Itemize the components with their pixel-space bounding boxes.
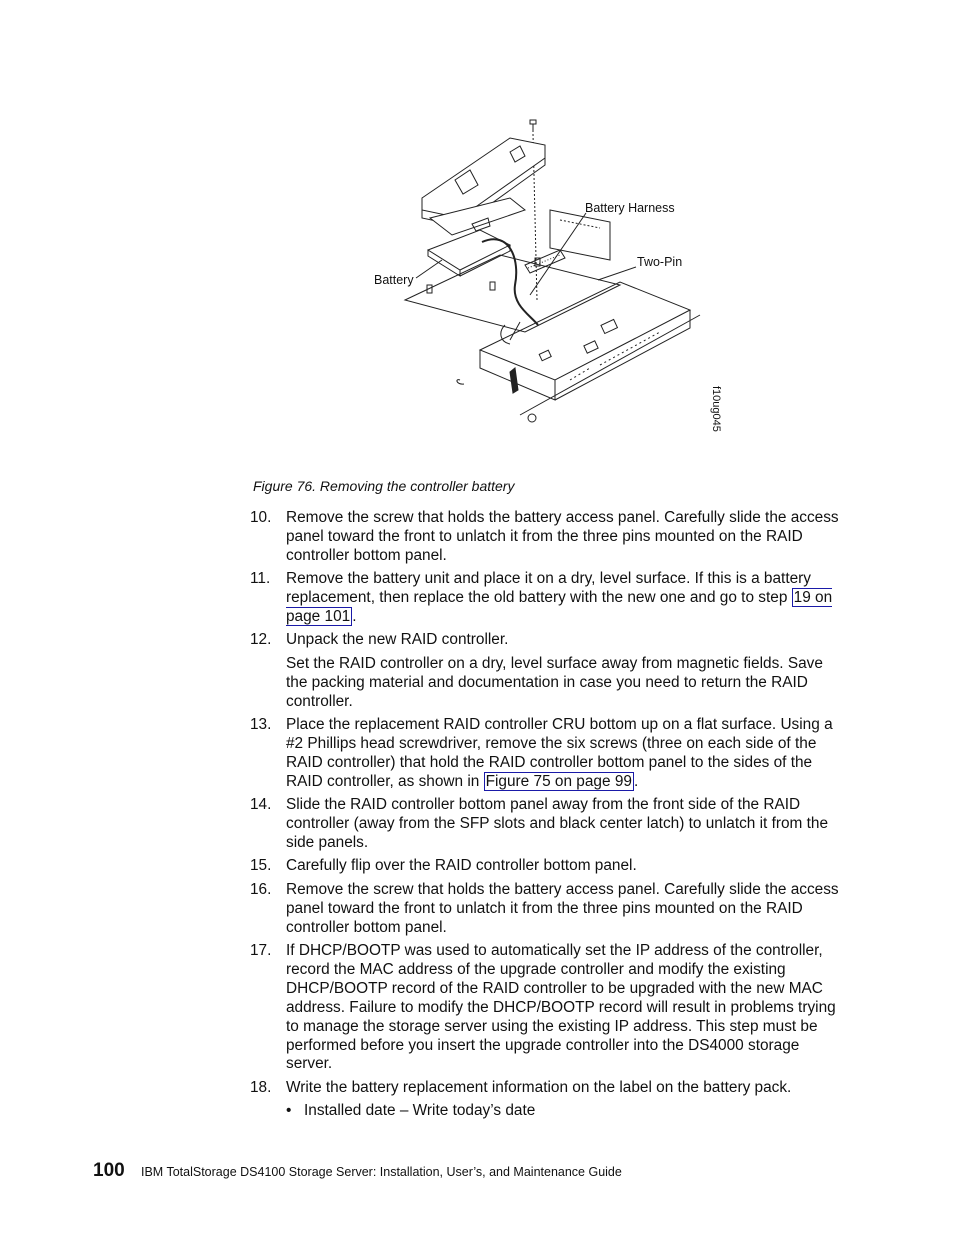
step-16 <box>250 881 842 938</box>
cross-reference-link[interactable]: 19 on page 101 <box>286 589 833 626</box>
figure-removing-controller-battery <box>360 110 740 440</box>
bullet-icon: • <box>286 1102 292 1120</box>
step-number: 14. <box>250 796 272 814</box>
step-text: Write the battery replacement information on the label on the battery pack. <box>286 1078 792 1096</box>
step-text <box>286 716 842 792</box>
figure-caption: Figure 76. Removing the controller battery <box>253 478 515 494</box>
step-number: 13. <box>250 716 272 734</box>
step-number: 12. <box>250 631 272 649</box>
step-text: Unpack the new RAID controller. <box>286 631 509 649</box>
step-text-pre: Remove the battery unit and place it on a dry, level surface. If this is a battery replacement, then replace the old battery with the new one and go to step <box>286 570 811 607</box>
step-number: 11. <box>250 570 271 588</box>
step-number: 16. <box>250 880 272 898</box>
step-number: 10. <box>250 509 272 526</box>
step-text: Carefully flip over the RAID controller bottom panel. <box>286 857 637 875</box>
step-text: Remove the screw that holds the battery access panel. Carefully slide the access panel toward the front to unlatch it from the three pins mounted on the RAID controller bottom panel. <box>286 509 839 564</box>
procedure-steps <box>250 509 842 1126</box>
cross-reference-link[interactable]: Figure 75 on page 99 <box>485 772 632 790</box>
step-text: Remove the screw that holds the battery access panel. Carefully slide the access panel toward the front to unlatch it from the three pins mounted on the RAID controller bottom panel. <box>286 880 839 936</box>
step-18 <box>250 1079 842 1121</box>
step-13 <box>250 716 842 792</box>
step-text-post: . <box>633 772 639 790</box>
two-pin-label: Two-Pin <box>637 255 683 269</box>
step-17 <box>250 942 842 1074</box>
screw-icon <box>530 120 536 132</box>
step-11 <box>250 570 842 627</box>
footer-title: IBM TotalStorage DS4100 Storage Server: Installation, User’s, and Maintenance Guide <box>141 1165 622 1179</box>
figure-id: f10ug045 <box>710 386 722 432</box>
step-subtext: Set the RAID controller on a dry, level surface away from magnetic fields. Save the packing material and documentation in case you need to return the RAID controller. <box>286 654 823 710</box>
step-text-pre: Place the replacement RAID controller CRU bottom up on a flat surface. Using a #2 Phillips head screwdriver, remove the six screws (three on each side of the RAID controller) that hold the RAID controller bottom panel to the sides of the RAID controller, as shown in <box>286 716 833 790</box>
controller-battery-illustration <box>360 110 740 440</box>
page-number: 100 <box>93 1160 125 1181</box>
battery-label: Battery <box>374 273 414 287</box>
battery-harness-label: Battery Harness <box>585 201 675 215</box>
step-12 <box>250 631 842 711</box>
step-text <box>286 570 842 627</box>
step-10 <box>250 509 842 566</box>
step-text: If DHCP/BOOTP was used to automatically set the IP address of the controller, record the MAC address of the upgrade controller and modify the existing DHCP/BOOTP record of the RAID controller to be upgraded with the new MAC address. Failure to modify the DHCP/BOOTP record will result in problems trying to manage the storage server using the existing IP address. This step must be performed before you insert the upgrade controller into the DS4000 storage server. <box>286 942 836 1073</box>
step-number: 17. <box>250 942 272 960</box>
list-item <box>286 1102 842 1121</box>
step-text: Slide the RAID controller bottom panel away from the front side of the RAID controller (away from the SFP slots and black center latch) to unlatch it from the side panels. <box>286 796 829 851</box>
step-number: 18. <box>250 1078 272 1096</box>
step-14 <box>250 796 842 853</box>
bullet-text: Installed date – Write today’s date <box>304 1102 536 1120</box>
step-15 <box>250 857 842 876</box>
step-text-post: . <box>352 608 357 626</box>
step-number: 15. <box>250 857 272 875</box>
